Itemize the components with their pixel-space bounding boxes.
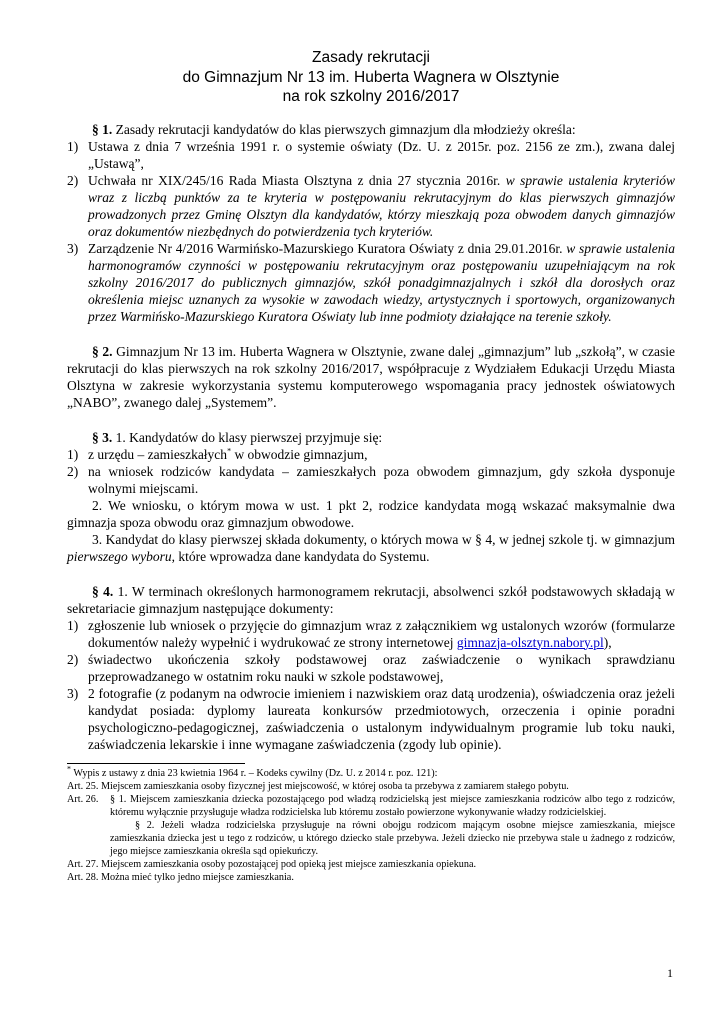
paragraph-3-before: 3. Kandydat do klasy pierwszej składa dokumenty, o których mowa w § 4, w jednej szkole tj. w gimnazjum [92, 531, 675, 547]
section-4-intro-text: 1. W terminach określonych harmonogramem rekrutacji, absolwenci szkół podstawowych składają w sekretariacie gimnazjum następujące dokumenty: [67, 583, 676, 616]
list-item [67, 685, 675, 753]
section-3-intro [67, 429, 675, 446]
list-number: 3) [67, 685, 79, 701]
document-page [67, 48, 675, 884]
list-text-regular: Uchwała nr XIX/245/16 Rada Miasta Olsztyna z dnia 27 stycznia 2016r. [88, 172, 506, 188]
footnote-divider [67, 763, 245, 764]
list-text [88, 240, 675, 325]
list-text [88, 446, 675, 463]
section-3-mark: § 3. [92, 429, 113, 445]
list-number: 1) [67, 446, 79, 462]
section-1 [67, 121, 675, 325]
section-3-paragraph-2: 2. We wniosku, o którym mowa w ust. 1 pkt 2, rodzice kandydata mogą wskazać maksymalnie dwa gimnazja spoza obwodu oraz gimnazjum obwodowe. [67, 497, 675, 530]
list-item [67, 240, 675, 325]
list-number: 1) [67, 138, 79, 154]
footnote-art-26-p1: § 1. Miejscem zamieszkania dziecka pozostającego pod władzą rodzicielską jest miejsce zamieszkania rodziców albo tego z rodziców, któremu wyłącznie przysługuje władza rodzicielska lub któremu zostało powierzone wykonywanie władzy rodzicielskiej. [110, 793, 675, 818]
page-number: 1 [667, 966, 673, 980]
list-number: 2) [67, 172, 79, 188]
list-text: 2 fotografie (z podanym na odwrocie imieniem i nazwiskiem oraz datą urodzenia), oświadczenia oraz jeżeli kandydat posiada: dyplomy laureata konkursów przedmiotowych, orzeczenia i opinie poradni psychologiczno-pedagogicznej, zaświadczenia o ustalonym indywidualnym programie lub toku nauki, zaświadczenia lekarskie i inne wymagane zaświadczenia (zgody lub opinie). [88, 685, 675, 752]
list-item [67, 617, 675, 651]
list-item [67, 463, 675, 497]
list-text-before: z urzędu – zamieszkałych [88, 446, 228, 462]
title-line-3: na rok szkolny 2016/2017 [282, 88, 460, 105]
footnote-art-25: Art. 25. Miejscem zamieszkania osoby fizycznej jest miejscowość, w której osoba ta przebywa z zamiarem stałego pobytu. [67, 780, 569, 792]
section-1-intro [67, 121, 675, 138]
section-2 [67, 343, 675, 411]
paragraph-3-italic: pierwszego wyboru [67, 548, 172, 564]
footnote-art-27: Art. 27. Miejscem zamieszkania osoby pozostającej pod opieką jest miejsce zamieszkania opiekuna. [67, 858, 477, 870]
document-title [67, 48, 675, 107]
list-number: 3) [67, 240, 79, 256]
section-1-mark: § 1. [92, 121, 113, 137]
list-text: Ustawa z dnia 7 września 1991 r. o systemie oświaty (Dz. U. z 2015r. poz. 2156 ze zm.), zwana dalej „Ustawą”, [88, 138, 675, 171]
footnote-art-28: Art. 28. Można mieć tylko jedno miejsce zamieszkania. [67, 871, 294, 883]
section-3 [67, 429, 675, 565]
list-item [67, 172, 675, 240]
list-item [67, 138, 675, 172]
footnote-intro [67, 764, 675, 780]
list-text-after: w obwodzie gimnazjum, [231, 446, 368, 462]
section-3-paragraph-3 [67, 531, 675, 565]
list-text: świadectwo ukończenia szkoły podstawowej oraz zaświadczenie o wynikach sprawdzianu przeprowadzanego w ostatnim roku nauki w szkole podstawowej, [88, 651, 675, 684]
footnote [67, 764, 675, 884]
section-3-intro-text: 1. Kandydatów do klasy pierwszej przyjmuje się: [112, 429, 383, 445]
list-text-before: zgłoszenie lub wniosek o przyjęcie do gimnazjum wraz z załącznikiem wg ustalonych wzorów (formularze dokumentów należy wypełnić i wydrukować ze strony internetowej [88, 617, 675, 650]
list-text-italic: w sprawie ustalenia harmonogramów czynności w postępowaniu rekrutacyjnym oraz postępowaniu uzupełniającym na rok szkolny 2016/2017 do publicznych gimnazjów, szkół ponadgimnazjalnych i szkół dla dorosłych oraz określenia miejsc uznanych za wysokie w zawodach wiedzy, artystycznych i sportowych, organizowanych przez Warmińsko-Mazurskiego Kuratora Oświaty lub inne podmioty działające na terenie szkoły. [88, 240, 676, 324]
title-line-2: do Gimnazjum Nr 13 im. Huberta Wagnera w Olsztynie [182, 68, 560, 86]
list-item [67, 446, 675, 463]
list-number: 2) [67, 463, 79, 479]
paragraph-3-after: , które wprowadza dane kandydata do Systemu. [171, 548, 430, 564]
list-text [88, 172, 675, 240]
footnote-intro-text: Wypis z ustawy z dnia 23 kwietnia 1964 r. – Kodeks cywilny (Dz. U. z 2014 r. poz. 121): [71, 767, 438, 779]
list-text-italic: w sprawie ustalenia kryteriów wraz z liczbą punktów za te kryteria w postępowaniu rekrutacyjnym do klas pierwszych gimnazjów prowadzonych przez Gminę Olsztyn dla kandydatów, którzy mieszkają poza obwodem danych gimnazjów oraz dokumentów niezbędnych do potwierdzenia tych kryteriów. [88, 172, 675, 239]
list-number: 2) [67, 651, 79, 667]
footnote-art-26-p2: § 2. Jeżeli władza rodzicielska przysługuje na równi obojgu rodzicom mającym osobne miejsce zamieszkania, miejsce zamieszkania dziecka jest u tego z rodziców, u którego dziecko stale przebywa. Jeżeli dziecko nie przebywa stale u żadnego z rodziców, jego miejsce zamieszkania określa sąd opiekuńczy. [110, 819, 675, 857]
title-line-1: Zasady rekrutacji [311, 49, 430, 66]
list-text-regular: Zarządzenie Nr 4/2016 Warmińsko-Mazurskiego Kuratora Oświaty z dnia 29.01.2016r. [88, 240, 567, 256]
footnote-ref[interactable]: * [227, 446, 232, 455]
section-4-intro [67, 583, 675, 617]
nabory-link[interactable]: gimnazja-olsztyn.nabory.pl [456, 634, 604, 650]
footnote-mark: * [67, 764, 71, 774]
section-2-text: Gimnazjum Nr 13 im. Huberta Wagnera w Olsztynie, zwane dalej „gimnazjum” lub „szkołą”, w czasie rekrutacji do klas pierwszych na rok szkolny 2016/2017, współpracuje z Wydziałem Edukacji Urzędu Miasta Olsztyna w zakresie wykorzystania systemu komputerowego wspomagania pracy jednostek oświatowych „NABO”, zwanego dalej „Systemem”. [67, 343, 676, 410]
section-4 [67, 583, 675, 753]
section-2-mark: § 2. [92, 343, 113, 359]
section-4-mark: § 4. [92, 583, 114, 599]
footnote-art-26 [67, 793, 675, 819]
section-1-intro-text: Zasady rekrutacji kandydatów do klas pierwszych gimnazjum dla młodzieży określa: [112, 121, 576, 137]
list-text: na wniosek rodziców kandydata – zamieszkałych poza obwodem gimnazjum, gdy szkoła dysponuje wolnymi miejscami. [88, 463, 675, 496]
footnote-art-26-label: Art. 26. [67, 793, 99, 805]
list-item [67, 651, 675, 685]
list-number: 1) [67, 617, 79, 633]
list-text [88, 617, 675, 651]
document-body [67, 121, 675, 753]
list-text-after: ), [603, 634, 612, 650]
